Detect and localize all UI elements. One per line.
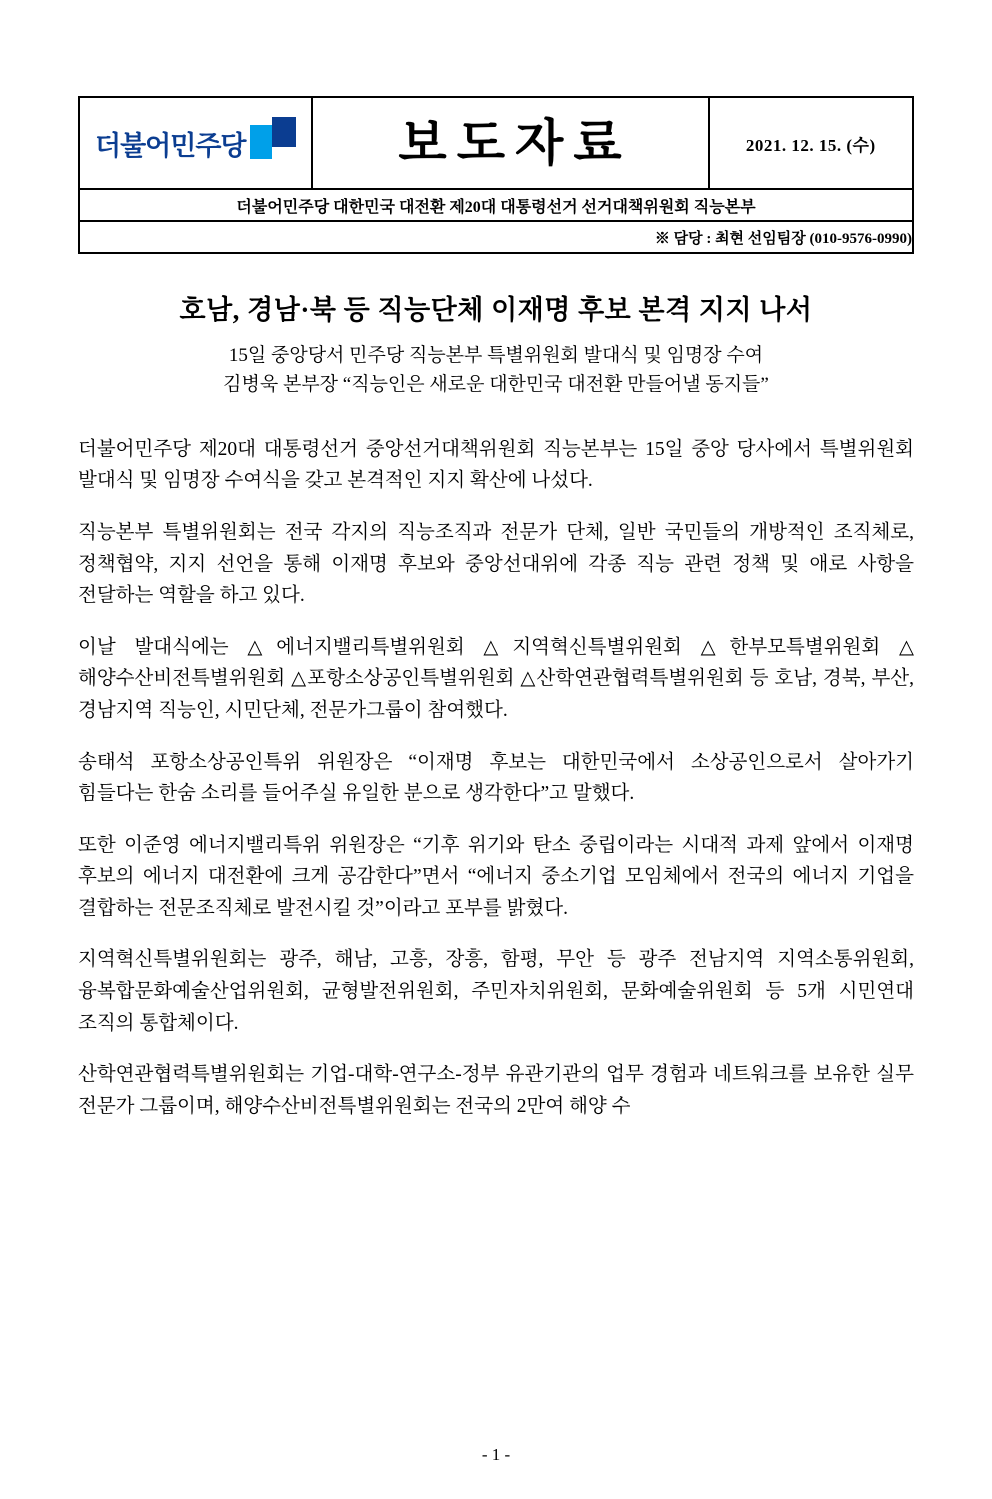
paragraph: 송태석 포항소상공인특위 위원장은 “이재명 후보는 대한민국에서 소상공인으로서 살아가기 힘들다는 한숨 소리를 들어주실 유일한 분으로 생각한다”고 말했다. xyxy=(78,751,914,805)
document-page xyxy=(0,96,992,1499)
document-date: 2021. 12. 15. (수) xyxy=(745,135,876,155)
article-paragraphs xyxy=(78,434,914,1122)
page-number: - 1 - xyxy=(481,1445,511,1464)
article-body xyxy=(78,254,914,1122)
document-date-cell xyxy=(709,97,914,189)
party-logo-cell xyxy=(79,97,312,189)
party-logo xyxy=(80,98,311,188)
article-subheadline-2: 김병욱 본부장 “직능인은 새로운 대한민국 대전환 만들어낼 동지들” xyxy=(223,374,769,396)
party-logo-mark-icon xyxy=(250,117,296,163)
document-type-cell xyxy=(312,97,709,189)
document-type-title: 보도자료 xyxy=(398,115,632,171)
paragraph: 지역혁신특별위원회는 광주, 해남, 고흥, 장흥, 함평, 무안 등 광주 전남지역 지역소통위원회, 융복합문화예술산업위원회, 균형발전위원회, 주민자치위원회, 문화예술위원회 등 5개 시민연대 조직의 통합체이다. xyxy=(78,949,914,1034)
paragraph: 직능본부 특별위원회는 전국 각지의 직능조직과 전문가 단체, 일반 국민들의 개방적인 조직체로, 정책협약, 지지 선언을 통해 이재명 후보와 중앙선대위에 각종 직능 관련 정책 및 애로 사항을 전달하는 역할을 하고 있다. xyxy=(78,522,914,607)
paragraph: 더불어민주당 제20대 대통령선거 중앙선거대책위원회 직능본부는 15일 중앙 당사에서 특별위원회 발대식 및 임명장 수여식을 갖고 본격적인 지지 확산에 나섰다. xyxy=(78,438,914,492)
article-subheadings xyxy=(78,341,914,400)
paragraph: 이날 발대식에는 △에너지밸리특별위원회 △지역혁신특별위원회 △한부모특별위원회 △해양수산비전특별위원회 △포항소상공인특별위원회 △산학연관협력특별위원회 등 호남, 경북, 부산, 경남지역 직능인, 시민단체, 전문가그룹이 참여했다. xyxy=(78,636,914,721)
paragraph: 산학연관협력특별위원회는 기업-대학-연구소-정부 유관기관의 업무 경험과 네트워크를 보유한 실무 전문가 그룹이며, 해양수산비전특별위원회는 전국의 2만여 해양 수 xyxy=(78,1064,914,1117)
press-release-header xyxy=(78,96,914,254)
paragraph: 또한 이준영 에너지밸리특위 위원장은 “기후 위기와 탄소 중립이라는 시대적 과제 앞에서 이재명 후보의 에너지 대전환에 크게 공감한다”면서 “에너지 중소기업 모임체에서 전국의 에너지 기업을 결합하는 전문조직체로 발전시킬 것”이라고 포부를 밝혔다. xyxy=(78,834,914,919)
article-subheadline-1: 15일 중앙당서 민주당 직능본부 특별위원회 발대식 및 임명장 수여 xyxy=(228,345,764,366)
organization-line: 더불어민주당 대한민국 대전환 제20대 대통령선거 선거대책위원회 직능본부 xyxy=(79,189,913,221)
article-headline: 호남, 경남·북 등 직능단체 이재명 후보 본격 지지 나서 xyxy=(179,295,813,325)
party-logo-text: 더불어민주당 xyxy=(95,130,246,161)
contact-line: ※ 담당 : 최현 선임팀장 (010-9576-0990) xyxy=(79,221,913,253)
